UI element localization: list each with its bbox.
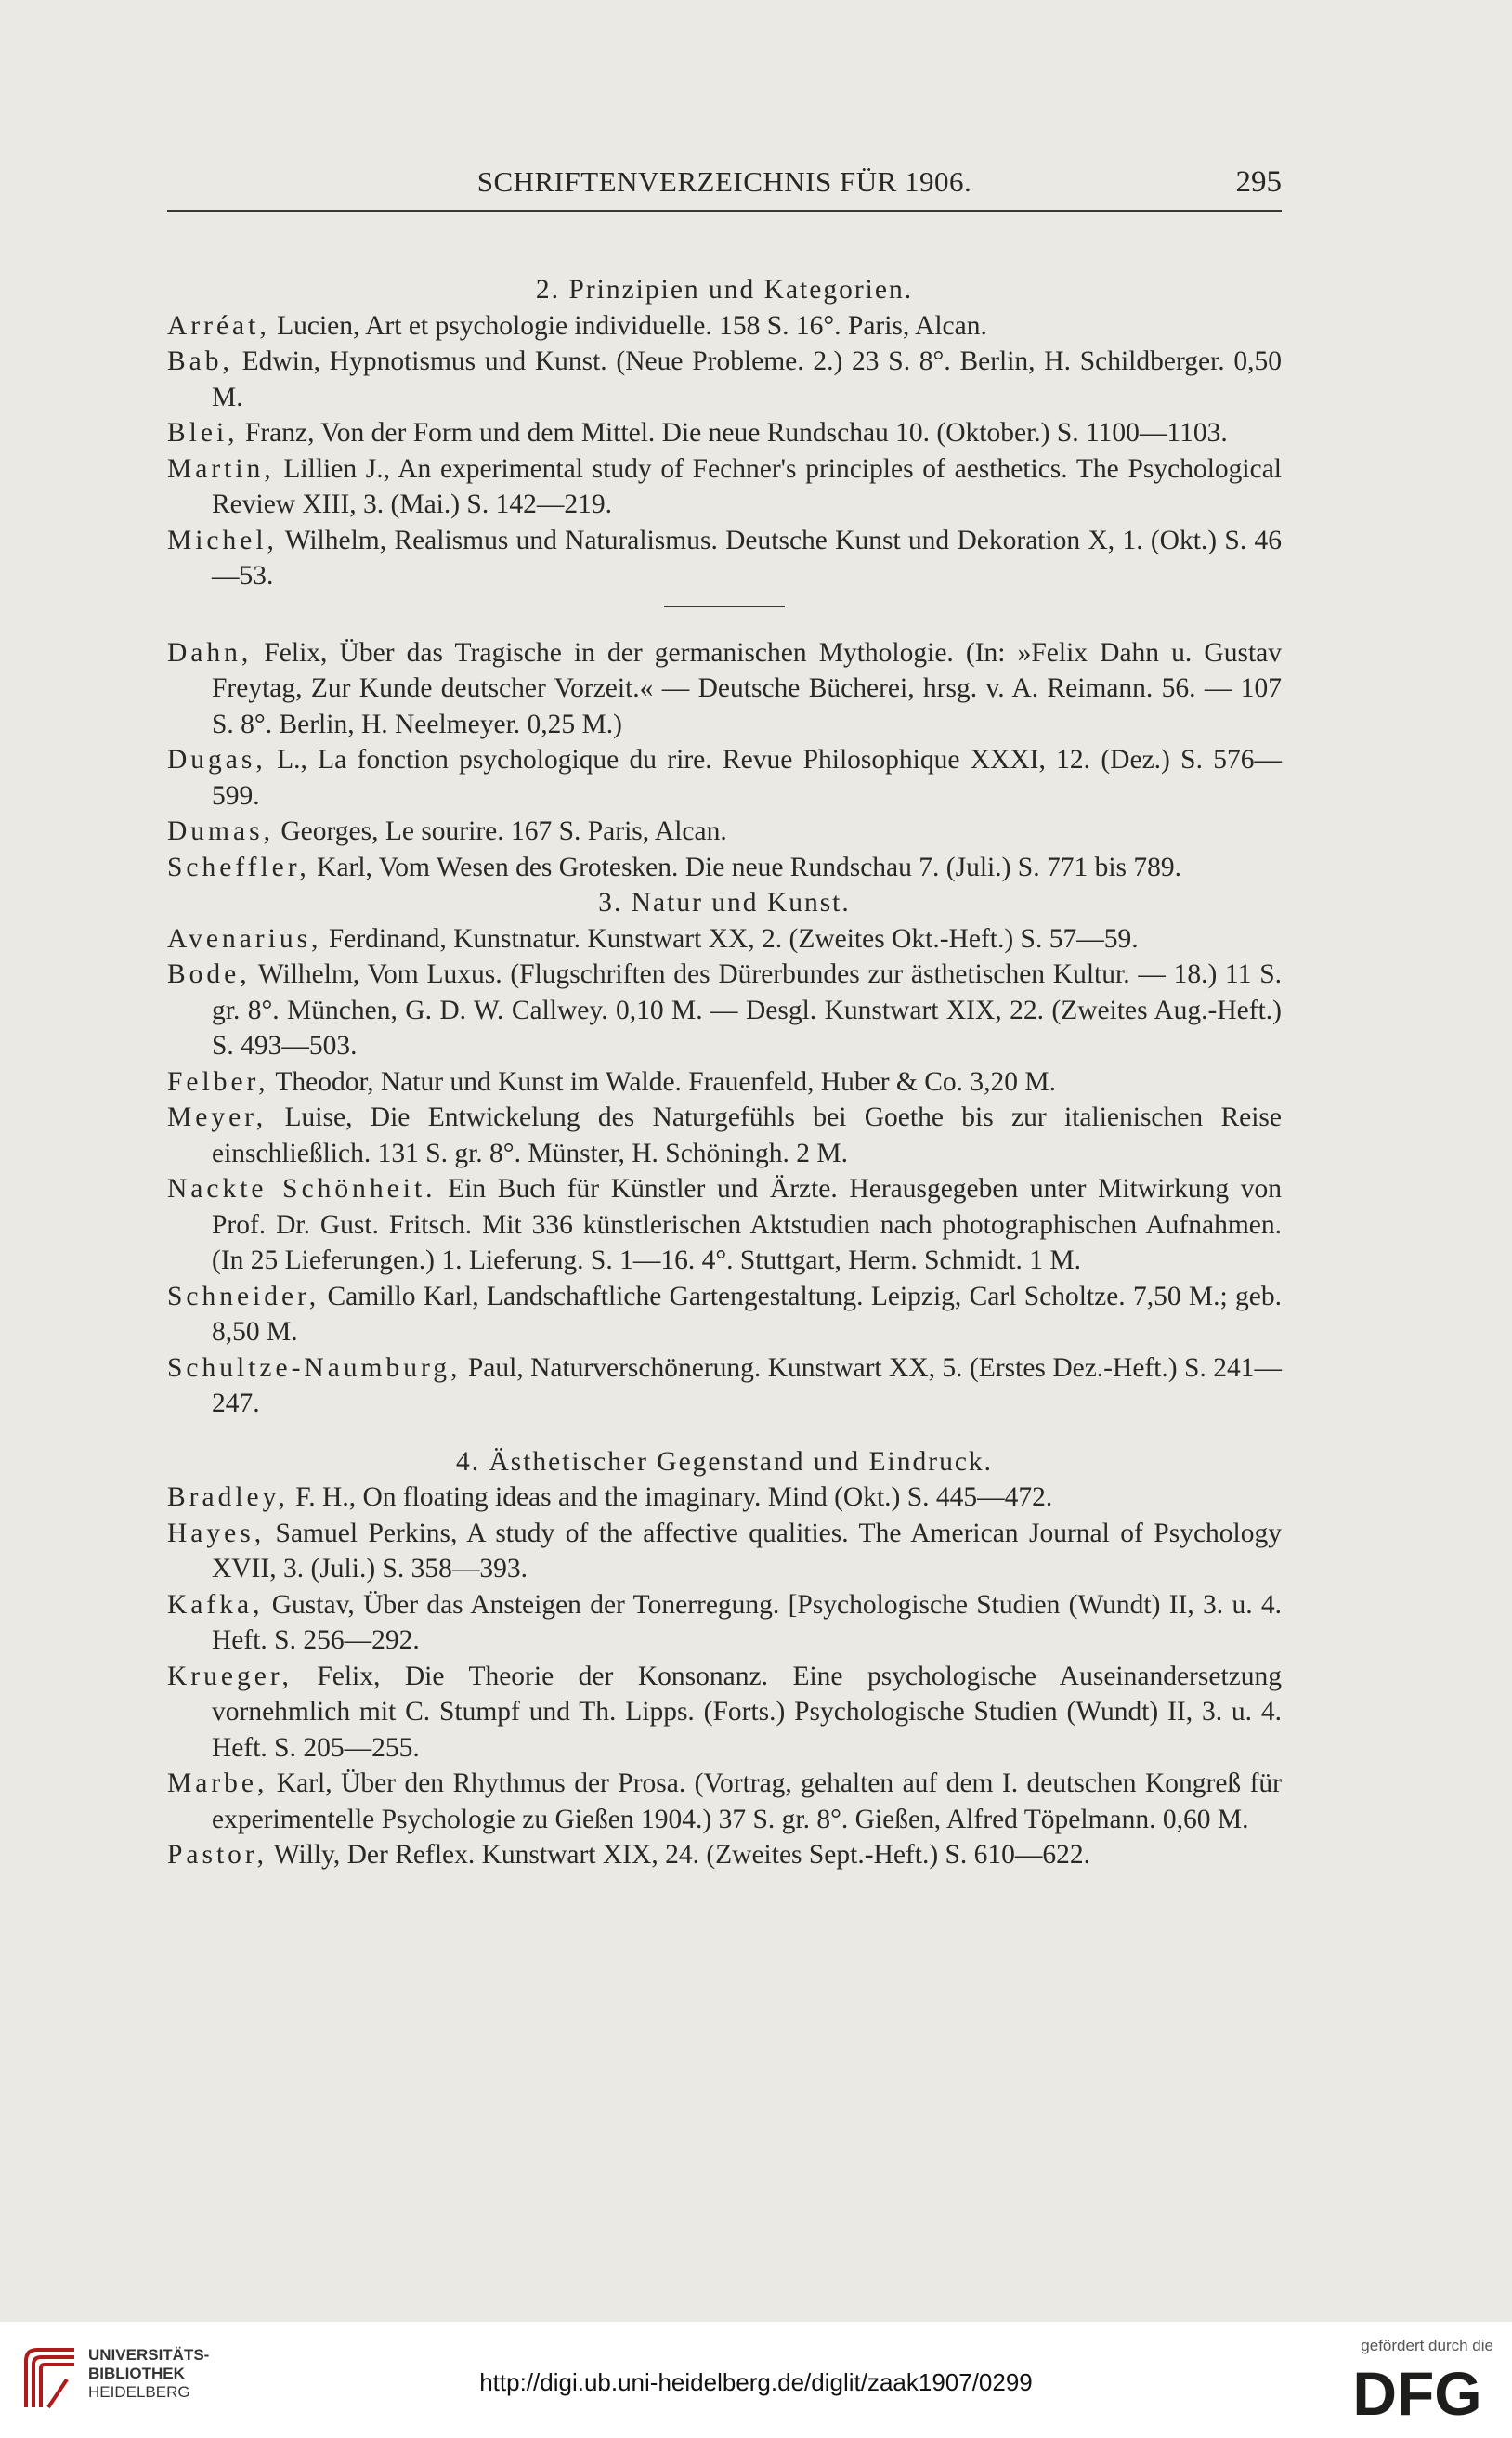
bibliography-entry	[167, 1766, 1282, 1837]
entry-text: Felix, Die Theorie der Konsonanz. Eine psychologische Auseinandersetzung vornehmlich mit C. Stumpf und Th. Lipps. (Forts.) Psychologische Studien (Wundt) II, 3. u. 4. Heft. S. 205—255.	[212, 1661, 1282, 1763]
bibliography-entry	[167, 1171, 1282, 1279]
bibliography-entry	[167, 921, 1282, 958]
entry-text: F. H., On floating ideas and the imaginary. Mind (Okt.) S. 445—472.	[288, 1482, 1053, 1512]
entry-text: Gustav, Über das Ansteigen der Tonerregung. [Psychologische Studien (Wundt) II, 3. u. 4. Heft. S. 256—292.	[212, 1589, 1282, 1655]
entry-text: Ferdinand, Kunstnatur. Kunstwart XX, 2. (Zweites Okt.-Heft.) S. 57—59.	[321, 923, 1139, 954]
entry-author: Pastor,	[167, 1840, 267, 1870]
entry-author: Krueger,	[167, 1661, 293, 1691]
section-separator	[664, 606, 785, 607]
bibliography-entry	[167, 1837, 1282, 1873]
entry-text: Karl, Vom Wesen des Grotesken. Die neue Rundschau 7. (Juli.) S. 771 bis 789.	[309, 852, 1182, 882]
bibliography-content	[167, 272, 1282, 1873]
entry-author: Michel,	[167, 525, 278, 555]
entry-text: Edwin, Hypnotismus und Kunst. (Neue Probleme. 2.) 23 S. 8°. Berlin, H. Schildberger. 0,50 M.	[212, 346, 1282, 412]
bibliography-entry	[167, 451, 1282, 523]
bibliography-entry	[167, 850, 1282, 886]
entry-author: Felber,	[167, 1066, 269, 1097]
bibliography-entry	[167, 1516, 1282, 1587]
entry-author: Martin,	[167, 453, 275, 484]
bibliography-entry	[167, 1279, 1282, 1350]
bibliography-entry	[167, 308, 1282, 345]
bibliography-entry	[167, 344, 1282, 415]
institution-name: UNIVERSITÄTS- BIBLIOTHEK HEIDELBERG	[88, 2346, 210, 2401]
entry-author: Schultze-Naumburg,	[167, 1352, 462, 1383]
entry-text: Franz, Von der Form und dem Mittel. Die neue Rundschau 10. (Oktober.) S. 1100—1103.	[238, 418, 1228, 448]
entry-author: Scheffler,	[167, 852, 310, 882]
entry-text: Luise, Die Entwickelung des Naturgefühls bei Goethe bis zur italienischen Reise einschließlich. 131 S. gr. 8°. Münster, H. Schöningh. 2 M.	[212, 1102, 1282, 1168]
bibliography-entry	[167, 415, 1282, 451]
bibliography-entry	[167, 1480, 1282, 1516]
entry-text: Theodor, Natur und Kunst im Walde. Frauenfeld, Huber & Co. 3,20 M.	[268, 1066, 1057, 1097]
section-heading: 2. Prinzipien und Kategorien.	[535, 275, 914, 305]
entry-author: Kafka,	[167, 1589, 264, 1620]
entry-text: Lucien, Art et psychologie individuelle. 158 S. 16°. Paris, Alcan.	[269, 310, 987, 341]
bibliography-entry	[167, 1064, 1282, 1101]
entry-text: Georges, Le sourire. 167 S. Paris, Alcan.	[273, 816, 727, 846]
entry-author: Dahn,	[167, 637, 253, 668]
entry-author: Meyer,	[167, 1102, 267, 1132]
section-gap	[167, 1422, 1282, 1444]
section-heading: 4. Ästhetischer Gegenstand und Eindruck.	[455, 1446, 994, 1477]
entry-author: Schneider,	[167, 1281, 320, 1311]
entry-author: Blei,	[167, 418, 239, 448]
entry-author: Hayes,	[167, 1518, 266, 1548]
bibliography-entry	[167, 1587, 1282, 1659]
entry-author: Arréat,	[167, 310, 270, 341]
bibliography-entry	[167, 1100, 1282, 1171]
dfg-logo	[1343, 2359, 1492, 2424]
entry-author: Bode,	[167, 959, 251, 989]
entry-author: Dugas,	[167, 745, 267, 775]
header-rule	[167, 210, 1282, 212]
source-url-link[interactable]: http://digi.ub.uni-heidelberg.de/diglit/zaak1907/0299	[479, 2368, 1033, 2396]
section-heading: 3. Natur und Kunst.	[598, 888, 851, 918]
entry-text: Paul, Naturverschönerung. Kunstwart XX, 5. (Erstes Dez.-Heft.) S. 241—247.	[212, 1352, 1282, 1418]
entry-author: Dumas,	[167, 816, 274, 846]
entry-author: Marbe,	[167, 1768, 268, 1798]
entry-text: Willy, Der Reflex. Kunstwart XIX, 24. (Zweites Sept.-Heft.) S. 610—622.	[267, 1840, 1091, 1870]
entry-author: Bab,	[167, 346, 233, 376]
bibliography-entry	[167, 814, 1282, 850]
entry-text: Lillien J., An experimental study of Fechner's principles of aesthetics. The Psychological Review XIII, 3. (Mai.) S. 142—219.	[212, 453, 1282, 519]
bibliography-entry	[167, 1350, 1282, 1422]
entry-text: Wilhelm, Vom Luxus. (Flugschriften des Dürerbundes zur ästhetischen Kultur. — 18.) 11 S. gr. 8°. München, G. D. W. Callwey. 0,10 M. — Desgl. Kunstwart XIX, 22. (Zweites Aug.-Heft.) S. 493—503.	[212, 959, 1282, 1061]
entry-text: Felix, Über das Tragische in der germanischen Mythologie. (In: »Felix Dahn u. Gustav Freytag, Zur Kunde deutscher Vorzeit.« — Deutsche Bücherei, hrsg. v. A. Reimann. 56. — 107 S. 8°. Berlin, H. Neelmeyer. 0,25 M.)	[212, 637, 1282, 739]
running-title: SCHRIFTENVERZEICHNIS FÜR 1906.	[476, 165, 972, 198]
entry-author: Avenarius,	[167, 923, 322, 954]
running-header	[167, 165, 1282, 212]
page-number: 295	[1235, 165, 1282, 199]
dfg-logo-text: DFG	[1352, 2359, 1482, 2424]
sponsor-text: gefördert durch die	[1361, 2337, 1493, 2354]
entry-author: Bradley,	[167, 1482, 289, 1512]
entry-text: L., La fonction psychologique du rire. Revue Philosophique XXXI, 12. (Dez.) S. 576—599.	[212, 745, 1282, 811]
bibliography-entry	[167, 742, 1282, 814]
bibliography-entry	[167, 523, 1282, 594]
entry-author: Nackte Schönheit.	[167, 1174, 437, 1204]
entry-text: Camillo Karl, Landschaftliche Gartengestaltung. Leipzig, Carl Scholtze. 7,50 M.; geb. 8,50 M.	[212, 1281, 1282, 1347]
bibliography-entry	[167, 635, 1282, 743]
entry-text: Wilhelm, Realismus und Naturalismus. Deutsche Kunst und Dekoration X, 1. (Okt.) S. 46—53.	[212, 525, 1282, 591]
entry-text: Samuel Perkins, A study of the affective qualities. The American Journal of Psychology XVII, 3. (Juli.) S. 358—393.	[212, 1518, 1282, 1584]
entry-text: Ein Buch für Künstler und Ärzte. Herausgegeben unter Mitwirkung von Prof. Dr. Gust. Fritsch. Mit 336 künstlerischen Aktstudien nach photographischen Aufnahmen. (In 25 Lieferungen.) 1. Lieferung. S. 1—16. 4°. Stuttgart, Herm. Schmidt. 1 M.	[212, 1174, 1282, 1275]
bibliography-entry	[167, 1659, 1282, 1767]
bibliography-entry	[167, 957, 1282, 1064]
entry-text: Karl, Über den Rhythmus der Prosa. (Vortrag, gehalten auf dem I. deutschen Kongreß für experimentelle Psychologie zu Gießen 1904.) 37 S. gr. 8°. Gießen, Alfred Töpelmann. 0,60 M.	[212, 1768, 1282, 1834]
digitization-footer	[0, 2322, 1512, 2438]
